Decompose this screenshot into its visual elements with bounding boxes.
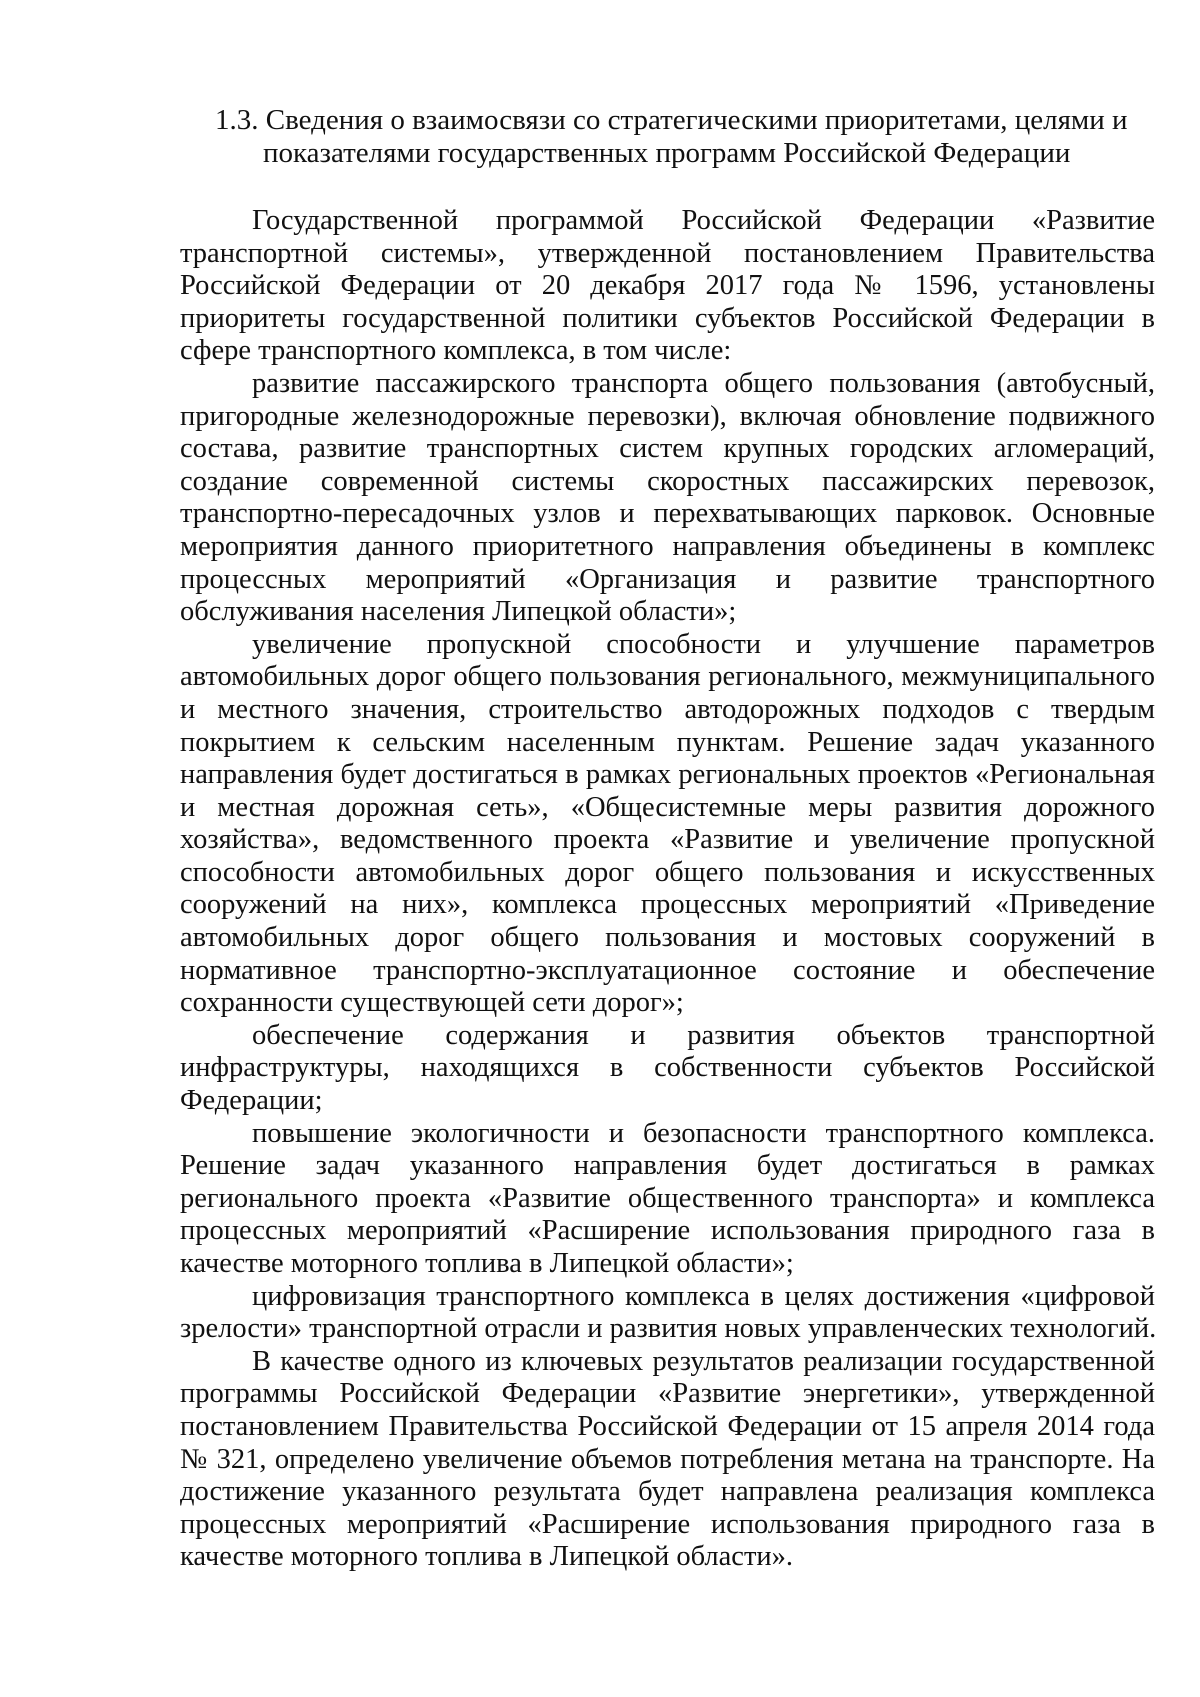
text-line: состава, развитие транспортных систем крупных городских агломераций,: [180, 433, 1155, 465]
text-line: способности автомобильных дорог общего пользования и искусственных: [180, 856, 1155, 888]
text-line: транспортно-пересадочных узлов и перехватывающих парковок. Основные: [180, 498, 1155, 530]
text-line: сооружений на них», комплекса процессных мероприятий «Приведение: [180, 889, 1155, 921]
text-line: транспортной системы», утвержденной постановлением Правительства: [180, 237, 1155, 269]
text-line: процессных мероприятий «Организация и развитие транспортного: [180, 563, 1155, 595]
text-line: нормативное транспортно-эксплуатационное состояние и обеспечение: [180, 954, 1155, 986]
paragraph: [180, 1020, 1155, 1118]
text-line: автомобильных дорог общего пользования регионального, межмуниципального: [180, 661, 1155, 693]
text-line: качестве моторного топлива в Липецкой области»;: [180, 1248, 794, 1279]
text-line: инфраструктуры, находящихся в собственности субъектов Российской: [180, 1052, 1155, 1084]
text-line: процессных мероприятий «Расширение использования природного газа в: [180, 1215, 1155, 1247]
text-line: покрытием к сельским населенным пунктам. Решение задач указанного: [180, 726, 1155, 758]
text-line: процессных мероприятий «Расширение использования природного газа в: [180, 1508, 1155, 1540]
text-line: приоритеты государственной политики субъектов Российской Федерации в: [180, 302, 1155, 334]
text-line: сохранности существующей сети дорог»;: [180, 987, 684, 1019]
heading-line: 1.3. Сведения о взаимосвязи со стратегическими приоритетами, целями и: [215, 104, 1128, 136]
text-line: хозяйства», ведомственного проекта «Развитие и увеличение пропускной: [180, 824, 1155, 856]
paragraph: [180, 1346, 1155, 1574]
text-line: Российской Федерации от 20 декабря 2017 года № 1596, установлены: [180, 270, 1155, 302]
document-body: [180, 205, 1155, 1574]
text-line: зрелости» транспортной отрасли и развития новых управленческих технологий.: [180, 1313, 1157, 1345]
paragraph: [180, 1118, 1155, 1281]
text-line: № 321, определено увеличение объемов потребления метана на транспорте. На: [180, 1443, 1155, 1475]
text-line: создание современной системы скоростных пассажирских перевозок,: [180, 465, 1155, 497]
text-line: качестве моторного топлива в Липецкой области».: [180, 1541, 794, 1573]
text-line: постановлением Правительства Российской Федерации от 15 апреля 2014 года: [180, 1410, 1155, 1442]
text-line: мероприятия данного приоритетного направления объединены в комплекс: [180, 530, 1155, 562]
text-line: Решение задач указанного направления будет достигаться в рамках: [180, 1150, 1155, 1182]
paragraph: [180, 205, 1155, 368]
text-line: цифровизация транспортного комплекса в целях достижения «цифровой: [252, 1280, 1155, 1312]
paragraph: [180, 368, 1155, 629]
text-line: развитие пассажирского транспорта общего пользования (автобусный,: [252, 367, 1155, 399]
text-line: автомобильных дорог общего пользования и мостовых сооружений в: [180, 922, 1155, 954]
text-line: пригородные железнодорожные перевозки), включая обновление подвижного: [180, 400, 1155, 432]
text-line: Государственной программой Российской Федерации «Развитие: [252, 205, 1155, 236]
text-line: повышение экологичности и безопасности транспортного комплекса.: [252, 1117, 1155, 1149]
text-line: сфере транспортного комплекса, в том числе:: [180, 335, 732, 367]
section-heading: [215, 104, 1128, 170]
text-line: регионального проекта «Развитие общественного транспорта» и комплекса: [180, 1182, 1155, 1214]
text-line: и местного значения, строительство автодорожных подходов с твердым: [180, 693, 1155, 725]
text-line: Федерации;: [180, 1085, 323, 1117]
paragraph: [180, 1281, 1155, 1346]
text-line: направления будет достигаться в рамках региональных проектов «Региональная: [180, 759, 1155, 791]
text-line: обеспечение содержания и развития объектов транспортной: [252, 1019, 1155, 1051]
paragraph: [180, 629, 1155, 1020]
text-line: увеличение пропускной способности и улучшение параметров: [252, 628, 1155, 660]
heading-line: показателями государственных программ Российской Федерации: [263, 137, 1071, 169]
text-line: программы Российской Федерации «Развитие энергетики», утвержденной: [180, 1378, 1155, 1410]
text-line: обслуживания населения Липецкой области»;: [180, 596, 737, 628]
text-line: достижение указанного результата будет направлена реализация комплекса: [180, 1476, 1155, 1508]
text-line: и местная дорожная сеть», «Общесистемные меры развития дорожного: [180, 791, 1155, 823]
text-line: В качестве одного из ключевых результатов реализации государственной: [252, 1345, 1155, 1377]
